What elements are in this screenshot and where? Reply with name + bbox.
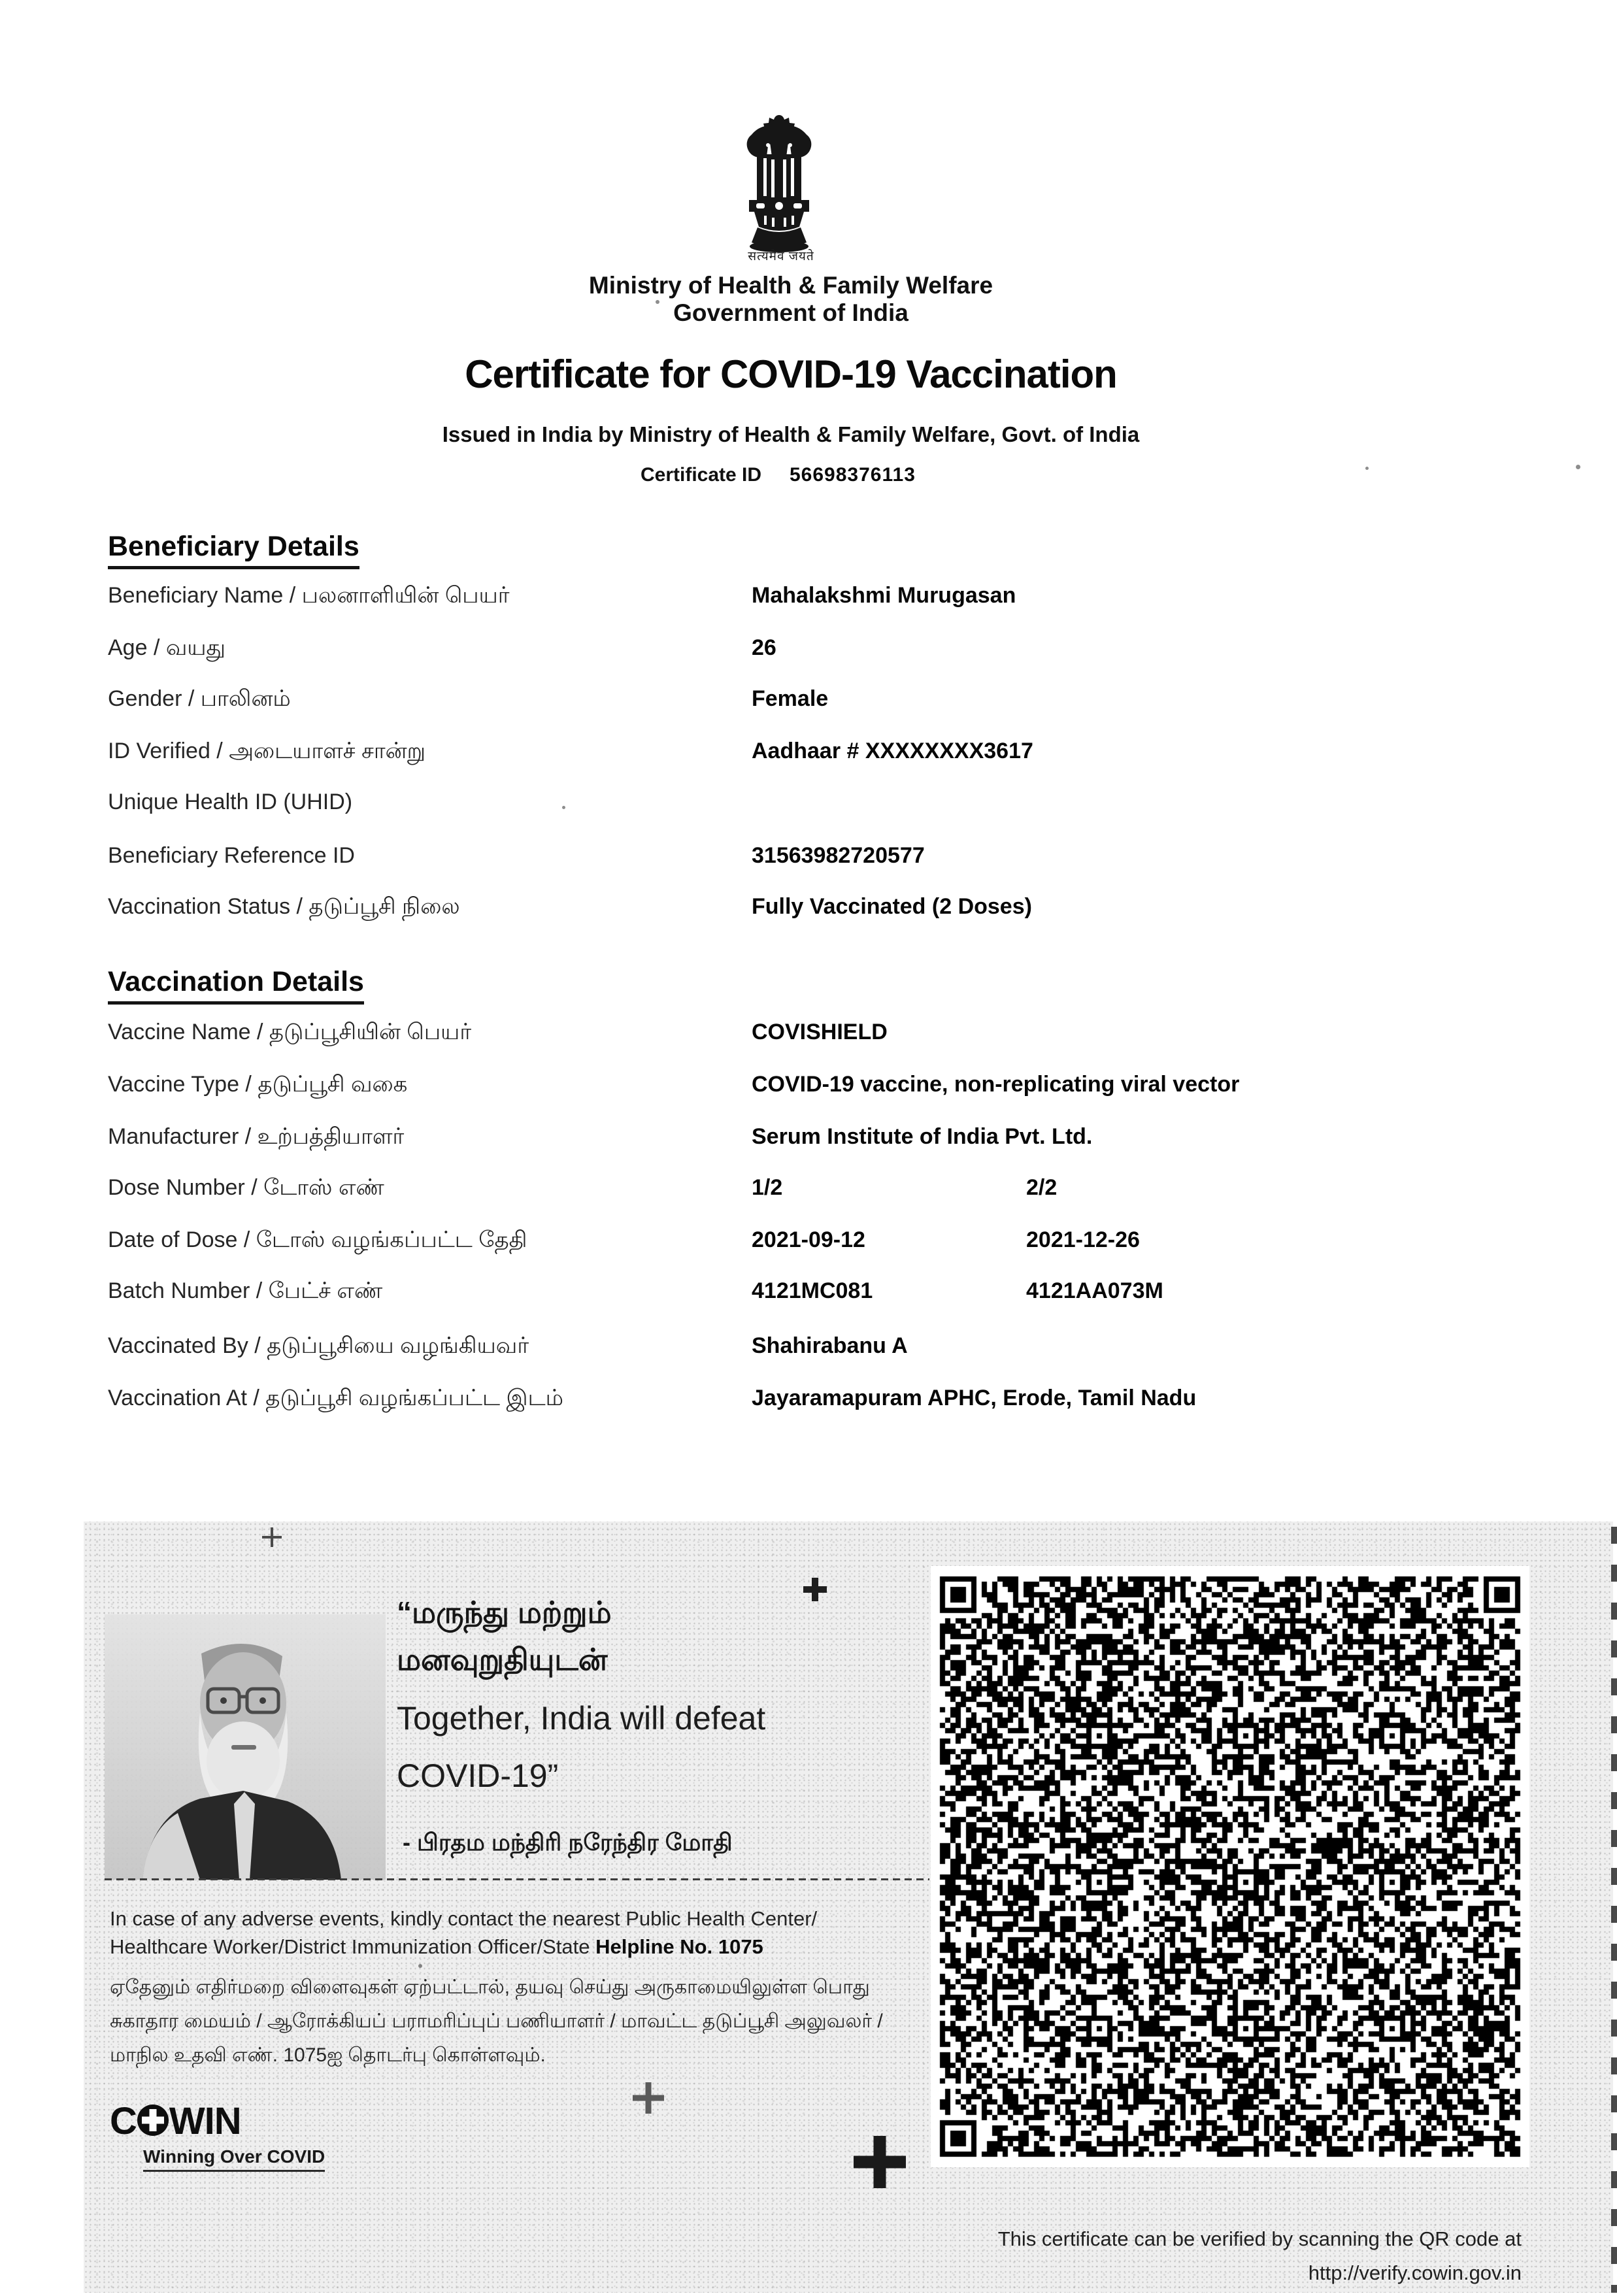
row-label: Date of Dose / டோஸ் வழங்கப்பட்ட தேதி bbox=[108, 1227, 527, 1252]
quote-attribution: - பிரதம மந்திரி நரேந்திர மோதி bbox=[403, 1829, 733, 1855]
scan-speck bbox=[1576, 465, 1580, 469]
certificate-subtitle: Issued in India by Ministry of Health & Family Welfare, Govt. of India bbox=[442, 422, 1140, 446]
row-label: Vaccination Status / தடுப்பூசி நிலை bbox=[108, 894, 460, 919]
beneficiary-reference-row bbox=[0, 843, 1617, 882]
batch-2-value: 4121AA073M bbox=[1026, 1278, 1163, 1303]
scan-speck bbox=[562, 806, 565, 809]
registration-mark bbox=[803, 1578, 827, 1601]
row-value: 26 bbox=[752, 635, 776, 660]
row-label: Beneficiary Reference ID bbox=[108, 843, 355, 868]
row-label: ID Verified / அடையாளச் சான்று bbox=[108, 739, 426, 763]
row-label: Vaccine Type / தடுப்பூசி வகை bbox=[108, 1072, 408, 1097]
vaccine-type-row bbox=[0, 1072, 1617, 1111]
cowin-cross-icon bbox=[137, 2105, 169, 2136]
manufacturer-row bbox=[0, 1124, 1617, 1163]
dose-number-row bbox=[0, 1175, 1617, 1214]
certificate-id-value: 56698376113 bbox=[790, 464, 916, 486]
verification-qr-code bbox=[931, 1566, 1529, 2167]
row-value: COVISHIELD bbox=[752, 1020, 888, 1044]
vaccination-at-row bbox=[0, 1386, 1617, 1425]
scan-speck bbox=[1365, 467, 1369, 470]
uhid-row bbox=[0, 790, 1617, 829]
row-label: Batch Number / பேட்ச் எண் bbox=[108, 1278, 383, 1303]
row-value: Aadhaar # XXXXXXXX3617 bbox=[752, 739, 1033, 763]
helpline-number: Helpline No. 1075 bbox=[595, 1935, 763, 1958]
row-value: COVID-19 vaccine, non-replicating viral vector bbox=[752, 1072, 1240, 1097]
verify-url: http://verify.cowin.gov.in bbox=[1308, 2261, 1522, 2284]
ministry-name: Ministry of Health & Family Welfare bbox=[588, 272, 993, 299]
vaccination-status-row bbox=[0, 894, 1617, 933]
helpline-tamil-line1: ஏதேனும் எதிர்மறை விளைவுகள் ஏற்பட்டால், தயவு செய்து அருகாமையிலுள்ள பொது bbox=[110, 1976, 870, 1998]
quote-english-line2: COVID-19” bbox=[397, 1757, 559, 1794]
scan-speck bbox=[656, 300, 659, 304]
cowin-letter-c: C bbox=[110, 2100, 137, 2142]
row-label: Manufacturer / உற்பத்தியாளர் bbox=[108, 1124, 405, 1149]
scan-speck bbox=[418, 1964, 422, 1968]
row-label: Vaccinated By / தடுப்பூசியை வழங்கியவர் bbox=[108, 1333, 529, 1358]
row-value: Mahalakshmi Murugasan bbox=[752, 583, 1016, 608]
dose-2-date: 2021-12-26 bbox=[1026, 1227, 1140, 1252]
batch-1-value: 4121MC081 bbox=[752, 1278, 873, 1303]
row-label: Beneficiary Name / பலனாளியின் பெயர் bbox=[108, 583, 510, 608]
batch-number-row bbox=[0, 1278, 1617, 1318]
id-verified-row bbox=[0, 739, 1617, 778]
row-label: Vaccination At / தடுப்பூசி வழங்கப்பட்ட இடம் bbox=[108, 1386, 563, 1410]
dose-2-value: 2/2 bbox=[1026, 1175, 1058, 1200]
row-value: Jayaramapuram APHC, Erode, Tamil Nadu bbox=[752, 1386, 1197, 1410]
verify-instruction bbox=[915, 2222, 1522, 2290]
beneficiary-details-heading: Beneficiary Details bbox=[108, 531, 359, 569]
registration-mark bbox=[262, 1527, 282, 1547]
pm-modi-photo bbox=[105, 1614, 386, 1880]
row-value: Female bbox=[752, 686, 829, 711]
vaccination-details-heading: Vaccination Details bbox=[108, 966, 364, 1005]
quote-english-line1: Together, India will defeat bbox=[397, 1700, 766, 1737]
banner-divider bbox=[105, 1878, 929, 1880]
verify-line1: This certificate can be verified by scanning the QR code at bbox=[997, 2227, 1522, 2250]
row-label: Unique Health ID (UHID) bbox=[108, 790, 353, 814]
helpline-tamil-line2: சுகாதார மையம் / ஆரோக்கியப் பராமரிப்புப் பணியாளர் / மாவட்ட தடுப்பூசி அலுவலர் / bbox=[110, 2010, 883, 2032]
row-value: 31563982720577 bbox=[752, 843, 925, 868]
row-label: Age / வயது bbox=[108, 635, 226, 660]
cowin-tagline: Winning Over COVID bbox=[143, 2146, 325, 2172]
scan-edge-artifact bbox=[1611, 1527, 1617, 2293]
row-value: Fully Vaccinated (2 Doses) bbox=[752, 894, 1032, 919]
row-label: Gender / பாலினம் bbox=[108, 686, 291, 711]
vaccinated-by-row bbox=[0, 1333, 1617, 1373]
beneficiary-name-row bbox=[0, 583, 1617, 622]
row-value: Serum Institute of India Pvt. Ltd. bbox=[752, 1124, 1093, 1149]
cowin-letters-win: WIN bbox=[169, 2100, 241, 2142]
gender-row bbox=[0, 686, 1617, 725]
national-emblem-icon bbox=[738, 112, 820, 261]
date-of-dose-row bbox=[0, 1227, 1617, 1267]
helpline-tamil-line3: மாநில உதவி எண். 1075ஐ தொடர்பு கொள்ளவும். bbox=[110, 2044, 546, 2066]
row-label: Dose Number / டோஸ் எண் bbox=[108, 1175, 384, 1200]
vaccine-name-row bbox=[0, 1020, 1617, 1059]
dose-1-value: 1/2 bbox=[752, 1175, 783, 1200]
helpline-text-line1: In case of any adverse events, kindly contact the nearest Public Health Center/ bbox=[110, 1907, 818, 1930]
cowin-logo bbox=[110, 2099, 241, 2143]
helpline-text-line2 bbox=[110, 1935, 763, 1959]
quote-tamil-line1: “மருந்து மற்றும் bbox=[397, 1595, 612, 1629]
helpline-line2-prefix: Healthcare Worker/District Immunization Officer/State bbox=[110, 1935, 596, 1958]
row-value: Shahirabanu A bbox=[752, 1333, 908, 1358]
registration-mark-bold bbox=[854, 2136, 906, 2188]
emblem-motto: सत्यमेव जयते bbox=[748, 250, 814, 263]
age-row bbox=[0, 635, 1617, 674]
certificate-id-label: Certificate ID bbox=[641, 464, 762, 486]
row-label: Vaccine Name / தடுப்பூசியின் பெயர் bbox=[108, 1020, 472, 1044]
government-name: Government of India bbox=[673, 299, 909, 326]
dose-1-date: 2021-09-12 bbox=[752, 1227, 865, 1252]
quote-tamil-line2: மனவுறுதியுடன் bbox=[397, 1642, 608, 1676]
certificate-title: Certificate for COVID-19 Vaccination bbox=[465, 352, 1117, 396]
registration-mark bbox=[633, 2082, 664, 2114]
